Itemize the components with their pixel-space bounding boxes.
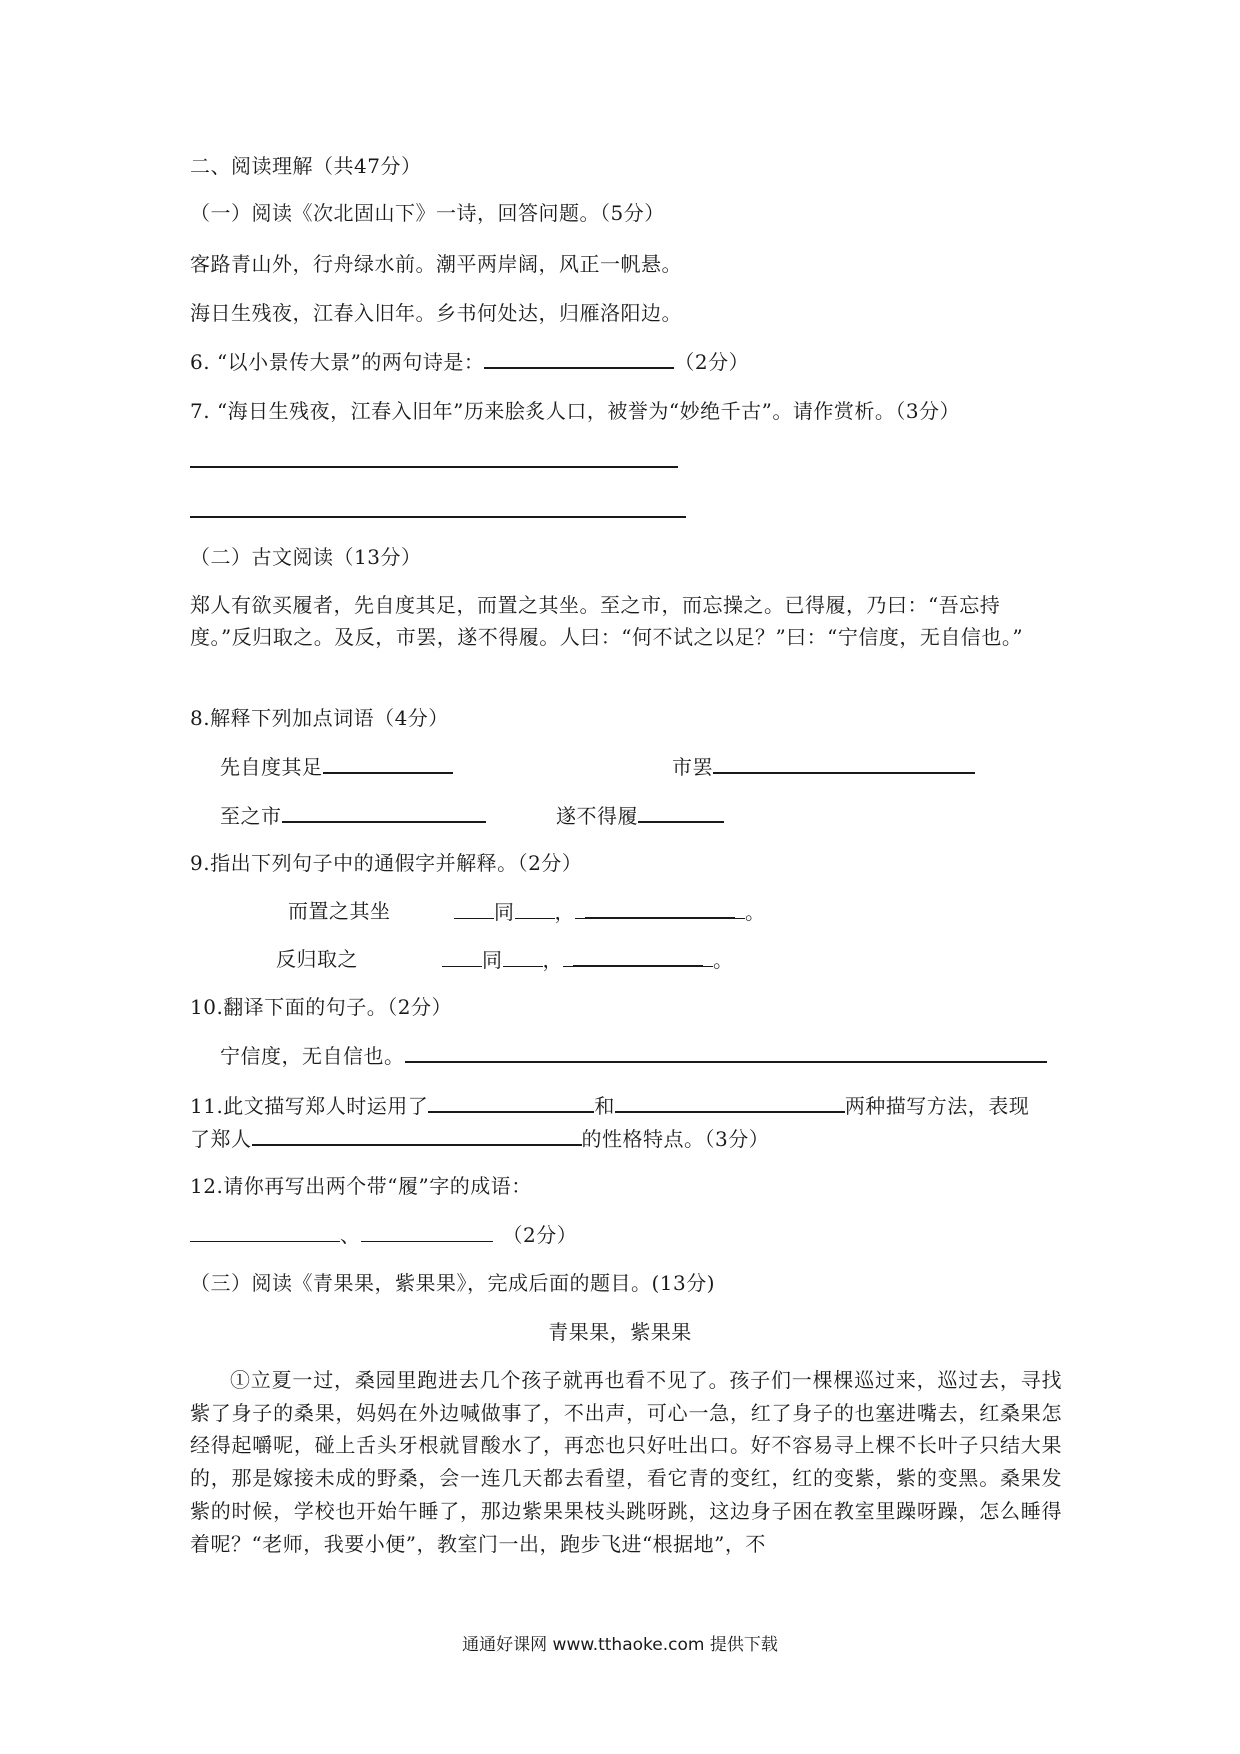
poem-line-2: 海日生残夜，江春入旧年。乡书何处达，归雁洛阳边。	[190, 301, 682, 325]
question-11-text-3: 了郑人	[190, 1127, 252, 1151]
question-10-sentence-text: 宁信度，无自信也。	[220, 1044, 405, 1068]
question-8-item-b-label: 市罢	[672, 755, 713, 779]
question-7: 7. “海日生残夜，江春入旧年”历来脍炙人口，被誉为“妙绝千古”。请作赏析。（3分）	[190, 399, 961, 423]
section-title: 二、阅读理解（共47分）	[190, 154, 422, 178]
question-11-blank-method-1[interactable]	[428, 1091, 594, 1113]
part3-heading: （三）阅读《青果果，紫果果》，完成后面的题目。(13分)	[190, 1271, 716, 1295]
question-9-a-blank-pre[interactable]	[575, 898, 585, 919]
question-8-item-c-blank[interactable]	[282, 801, 486, 823]
question-11-line-2	[190, 1124, 769, 1153]
question-9-b-period: 。	[713, 948, 734, 972]
question-6	[190, 347, 749, 376]
question-9-a-period: 。	[745, 900, 766, 924]
question-7-answer-line-2[interactable]	[190, 516, 686, 518]
question-12-blank-1[interactable]	[190, 1221, 340, 1242]
question-9-a-tong: 同	[494, 900, 515, 924]
question-9-b-tong: 同	[482, 948, 503, 972]
question-9-a-comma: ，	[554, 900, 575, 924]
question-6-score: （2分）	[674, 350, 750, 374]
question-9-a-blank-meaning[interactable]	[585, 897, 735, 919]
question-9-item-b-label: 反归取之	[276, 947, 358, 971]
part2-heading: （二）古文阅读（13分）	[190, 545, 422, 569]
question-12: 12.请你再写出两个带“履”字的成语：	[190, 1174, 532, 1198]
question-8-item-a-blank[interactable]	[323, 752, 453, 774]
question-9-item-a	[288, 897, 391, 925]
question-11-blank-trait[interactable]	[252, 1124, 582, 1146]
question-12-score: （2分）	[502, 1223, 578, 1247]
question-9-item-b	[276, 945, 358, 973]
question-8-item-b	[672, 752, 975, 781]
footer-watermark: 通通好课网 www.tthaoke.com 提供下载	[462, 1635, 778, 1655]
question-9-b-blank-pre[interactable]	[563, 946, 573, 967]
question-8-item-c-label: 至之市	[220, 804, 282, 828]
question-12-separator: 、	[340, 1223, 361, 1247]
question-9-a-blank-post[interactable]	[735, 898, 745, 919]
question-11-blank-method-2[interactable]	[615, 1091, 845, 1113]
question-10-sentence	[220, 1041, 1047, 1070]
question-8-item-b-blank[interactable]	[713, 752, 975, 774]
question-8: 8.解释下列加点词语（4分）	[190, 706, 449, 730]
question-11-text-and: 和	[594, 1094, 615, 1118]
question-9-b-blank-post[interactable]	[703, 946, 713, 967]
classical-passage: 郑人有欲买履者，先自度其足，而置之其坐。至之市，而忘操之。已得履，乃曰：“吾忘持度。”反归取之。及反，市罢，遂不得履。人曰：“何不试之以足？”曰：“宁信度，无自信也。”	[190, 593, 1024, 649]
part1-heading: （一）阅读《次北固山下》一诗，回答问题。（5分）	[190, 201, 665, 225]
question-6-answer-blank[interactable]	[484, 347, 674, 369]
question-9-b-blank-char[interactable]	[442, 946, 482, 967]
poem-line-1: 客路青山外，行舟绿水前。潮平两岸阔，风正一帆悬。	[190, 252, 682, 276]
question-9-a-blank-orig[interactable]	[515, 898, 555, 919]
question-11-text-2: 两种描写方法，表现	[844, 1094, 1030, 1118]
question-6-text: 6. “以小景传大景”的两句诗是：	[190, 350, 485, 374]
article-paragraph-1: ①立夏一过，桑园里跑进去几个孩子就再也看不见了。孩子们一棵棵巡过来，巡过去，寻找紫了身子的桑果，妈妈在外边喊做事了，不出声，可心一急，红了身子的也塞进嘴去，红桑果怎经得起嚼呢，碰上舌头牙根就冒酸水了，再恋也只好吐出口。好不容易寻上棵不长叶子只结大果的，那是嫁接未成的野桑，会一连几天都去看望，看它青的变红，红的变紫，紫的变黑。桑果发紫的时候，学校也开始午睡了，那边紫果果枝头跳呀跳，这边身子困在教室里躁呀躁，怎么睡得着呢？“老师，我要小便”，教室门一出，跑步飞进“根据地”，不	[190, 1368, 1062, 1556]
question-12-answers	[190, 1221, 577, 1249]
question-8-item-a	[220, 752, 453, 781]
question-10-answer-blank[interactable]	[405, 1041, 1047, 1063]
question-11-text-1: 11.此文描写郑人时运用了	[190, 1094, 429, 1118]
question-11-text-4: 的性格特点。（3分）	[581, 1127, 770, 1151]
question-8-item-d-label: 遂不得履	[556, 804, 638, 828]
question-9-a-blank-char[interactable]	[454, 898, 494, 919]
question-12-blank-2[interactable]	[361, 1221, 493, 1242]
question-10: 10.翻译下面的句子。（2分）	[190, 995, 453, 1019]
question-9-b-comma: ，	[542, 948, 563, 972]
article-title: 青果果，紫果果	[548, 1320, 692, 1344]
question-9-item-b-blanks	[442, 945, 734, 974]
question-9: 9.指出下列句子中的通假字并解释。（2分）	[190, 851, 583, 875]
question-8-item-d	[556, 801, 724, 830]
question-7-answer-line-1[interactable]	[190, 466, 678, 468]
question-9-b-blank-orig[interactable]	[503, 946, 543, 967]
question-8-item-a-label: 先自度其足	[220, 755, 323, 779]
question-9-item-a-blanks	[454, 897, 766, 926]
question-11-line-1	[190, 1091, 1029, 1120]
question-9-b-blank-meaning[interactable]	[573, 945, 703, 967]
question-9-item-a-label: 而置之其坐	[288, 899, 391, 923]
question-8-item-c	[220, 801, 486, 830]
question-8-item-d-blank[interactable]	[638, 801, 724, 823]
